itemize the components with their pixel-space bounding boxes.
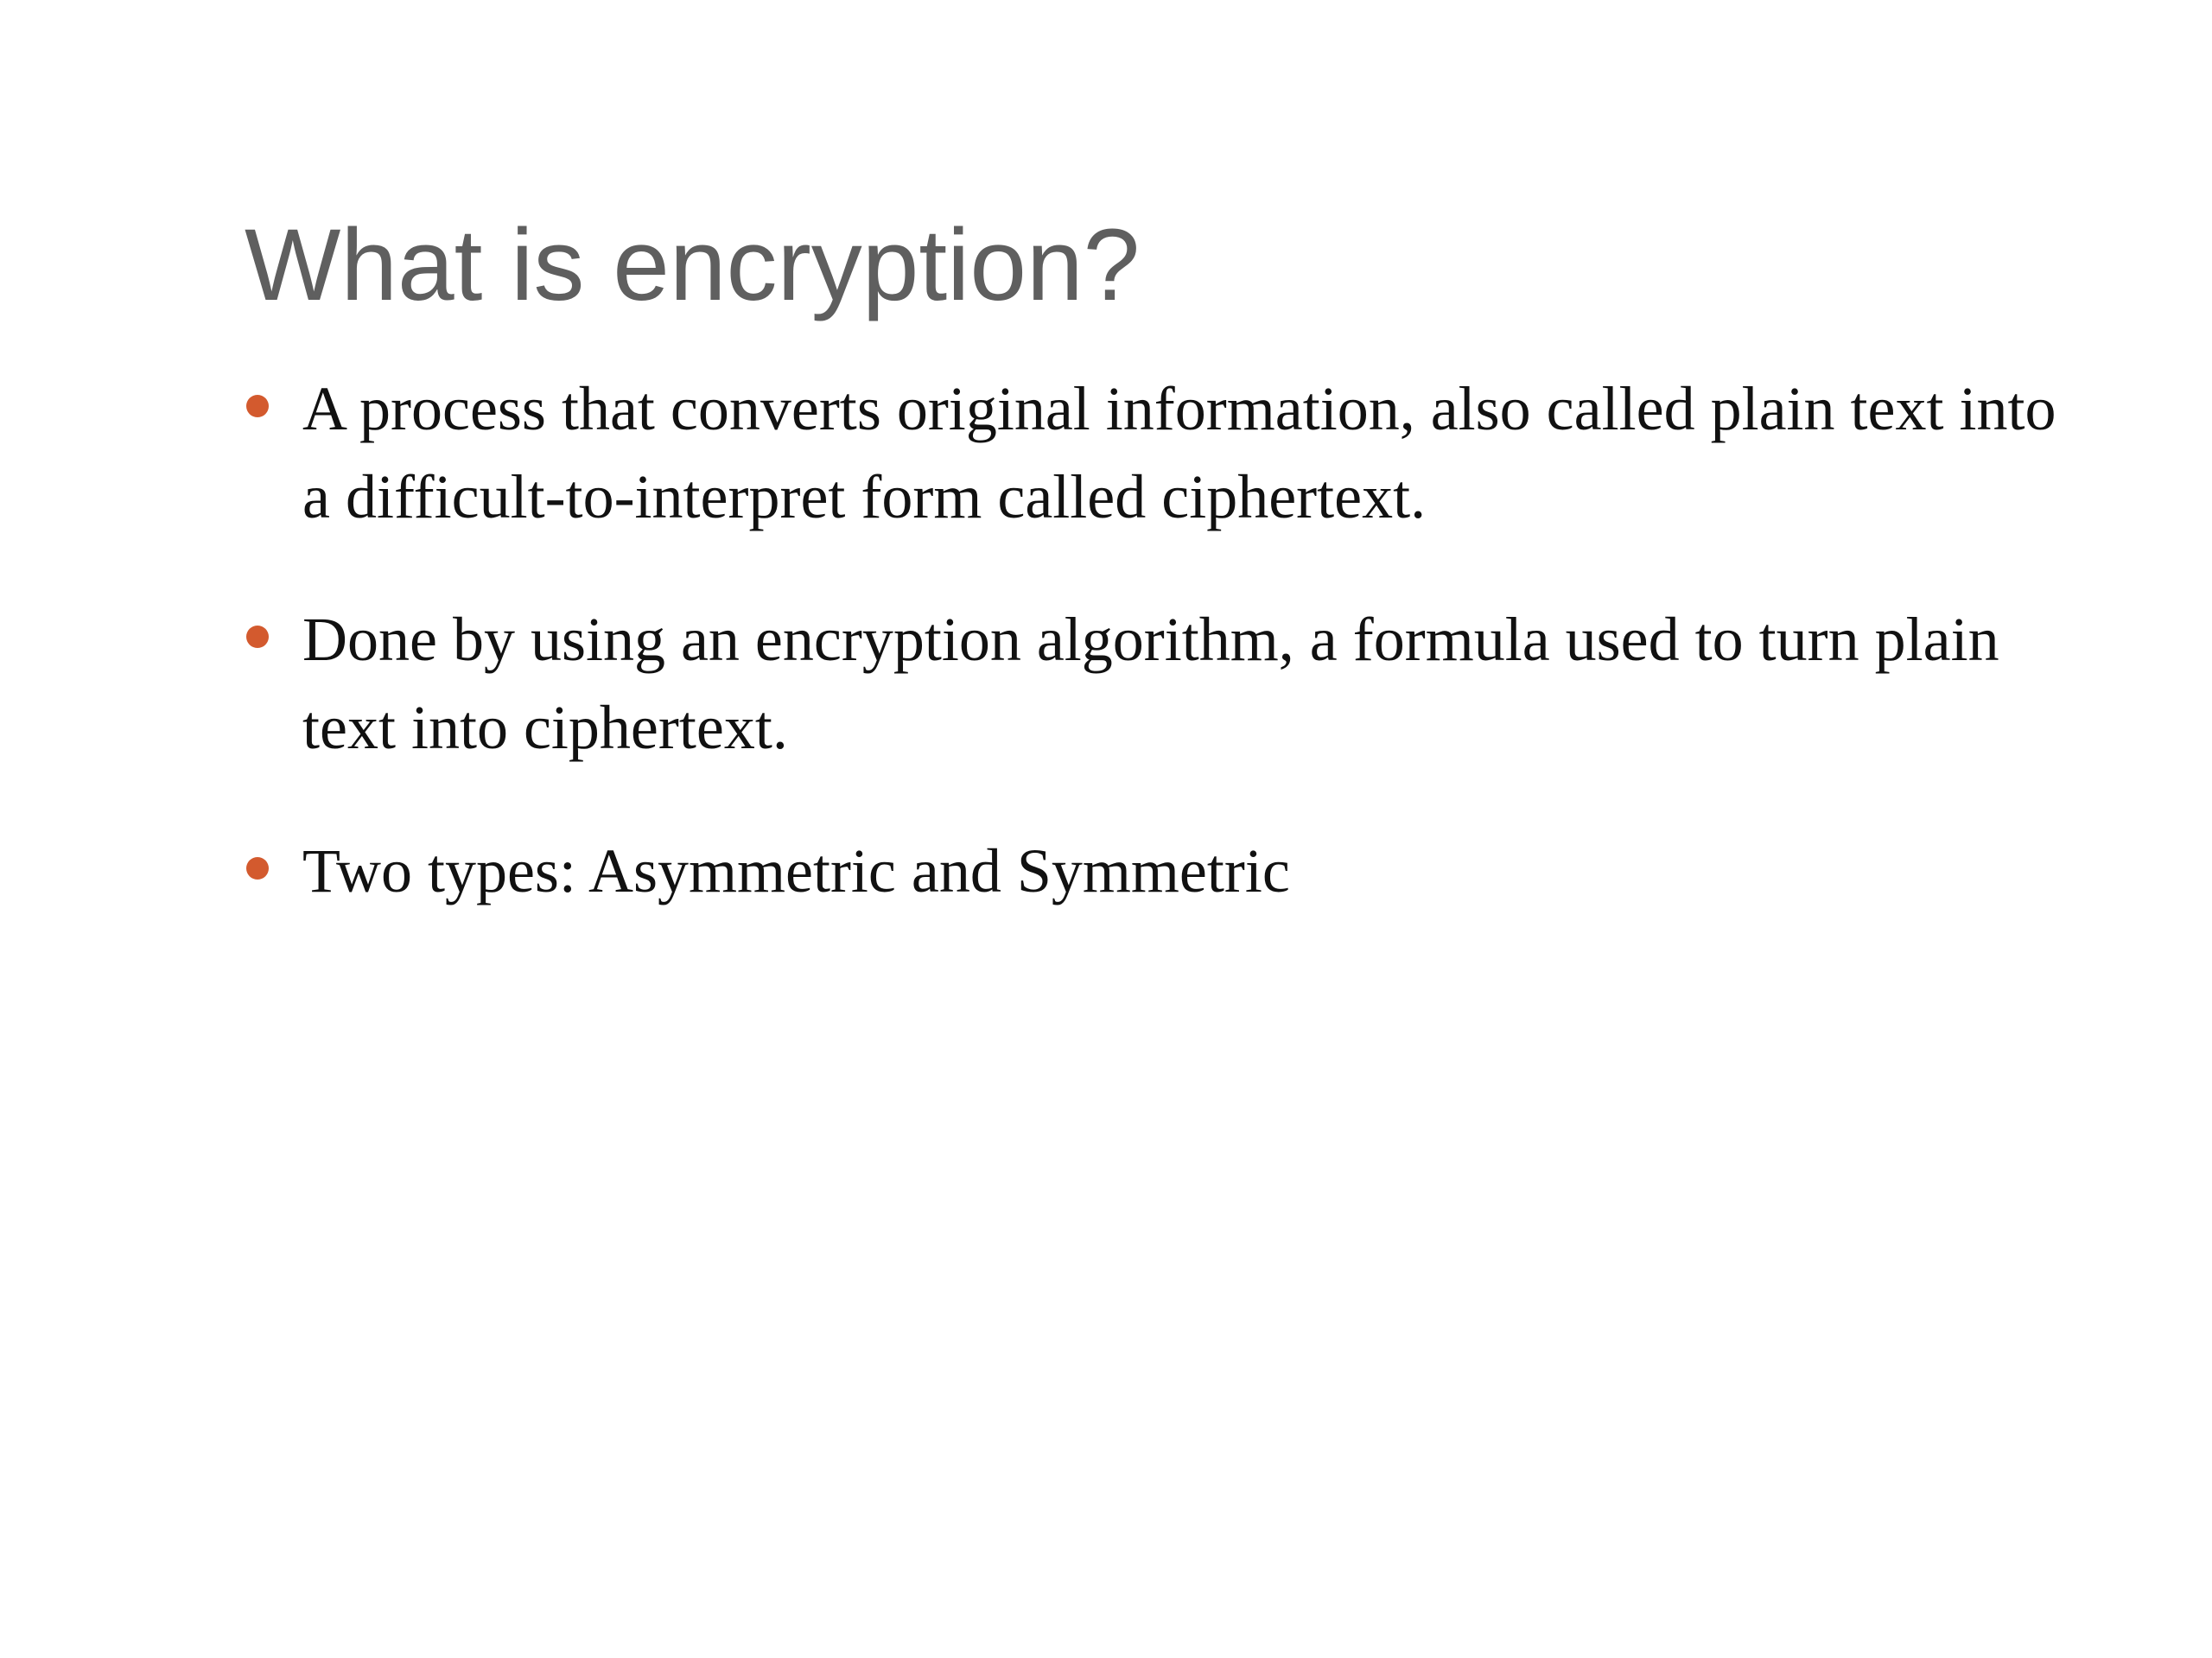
bullet-list (245, 365, 2076, 915)
slide-title: What is encryption? (245, 208, 1141, 322)
bullet-text: A process that converts original information, also called plain text into a difficult-to-interpret form called ciphertext. (302, 374, 2056, 531)
bullet-text: Two types: Asymmetric and Symmetric (302, 836, 1290, 905)
bullet-item (245, 595, 2076, 772)
bullet-dot-icon (246, 857, 269, 880)
bullet-dot-icon (246, 395, 269, 417)
bullet-dot-icon (246, 626, 269, 648)
bullet-text: Done by using an encryption algorithm, a formula used to turn plain text into ciphertext. (302, 605, 1999, 762)
bullet-item (245, 827, 2076, 915)
bullet-item (245, 365, 2076, 541)
